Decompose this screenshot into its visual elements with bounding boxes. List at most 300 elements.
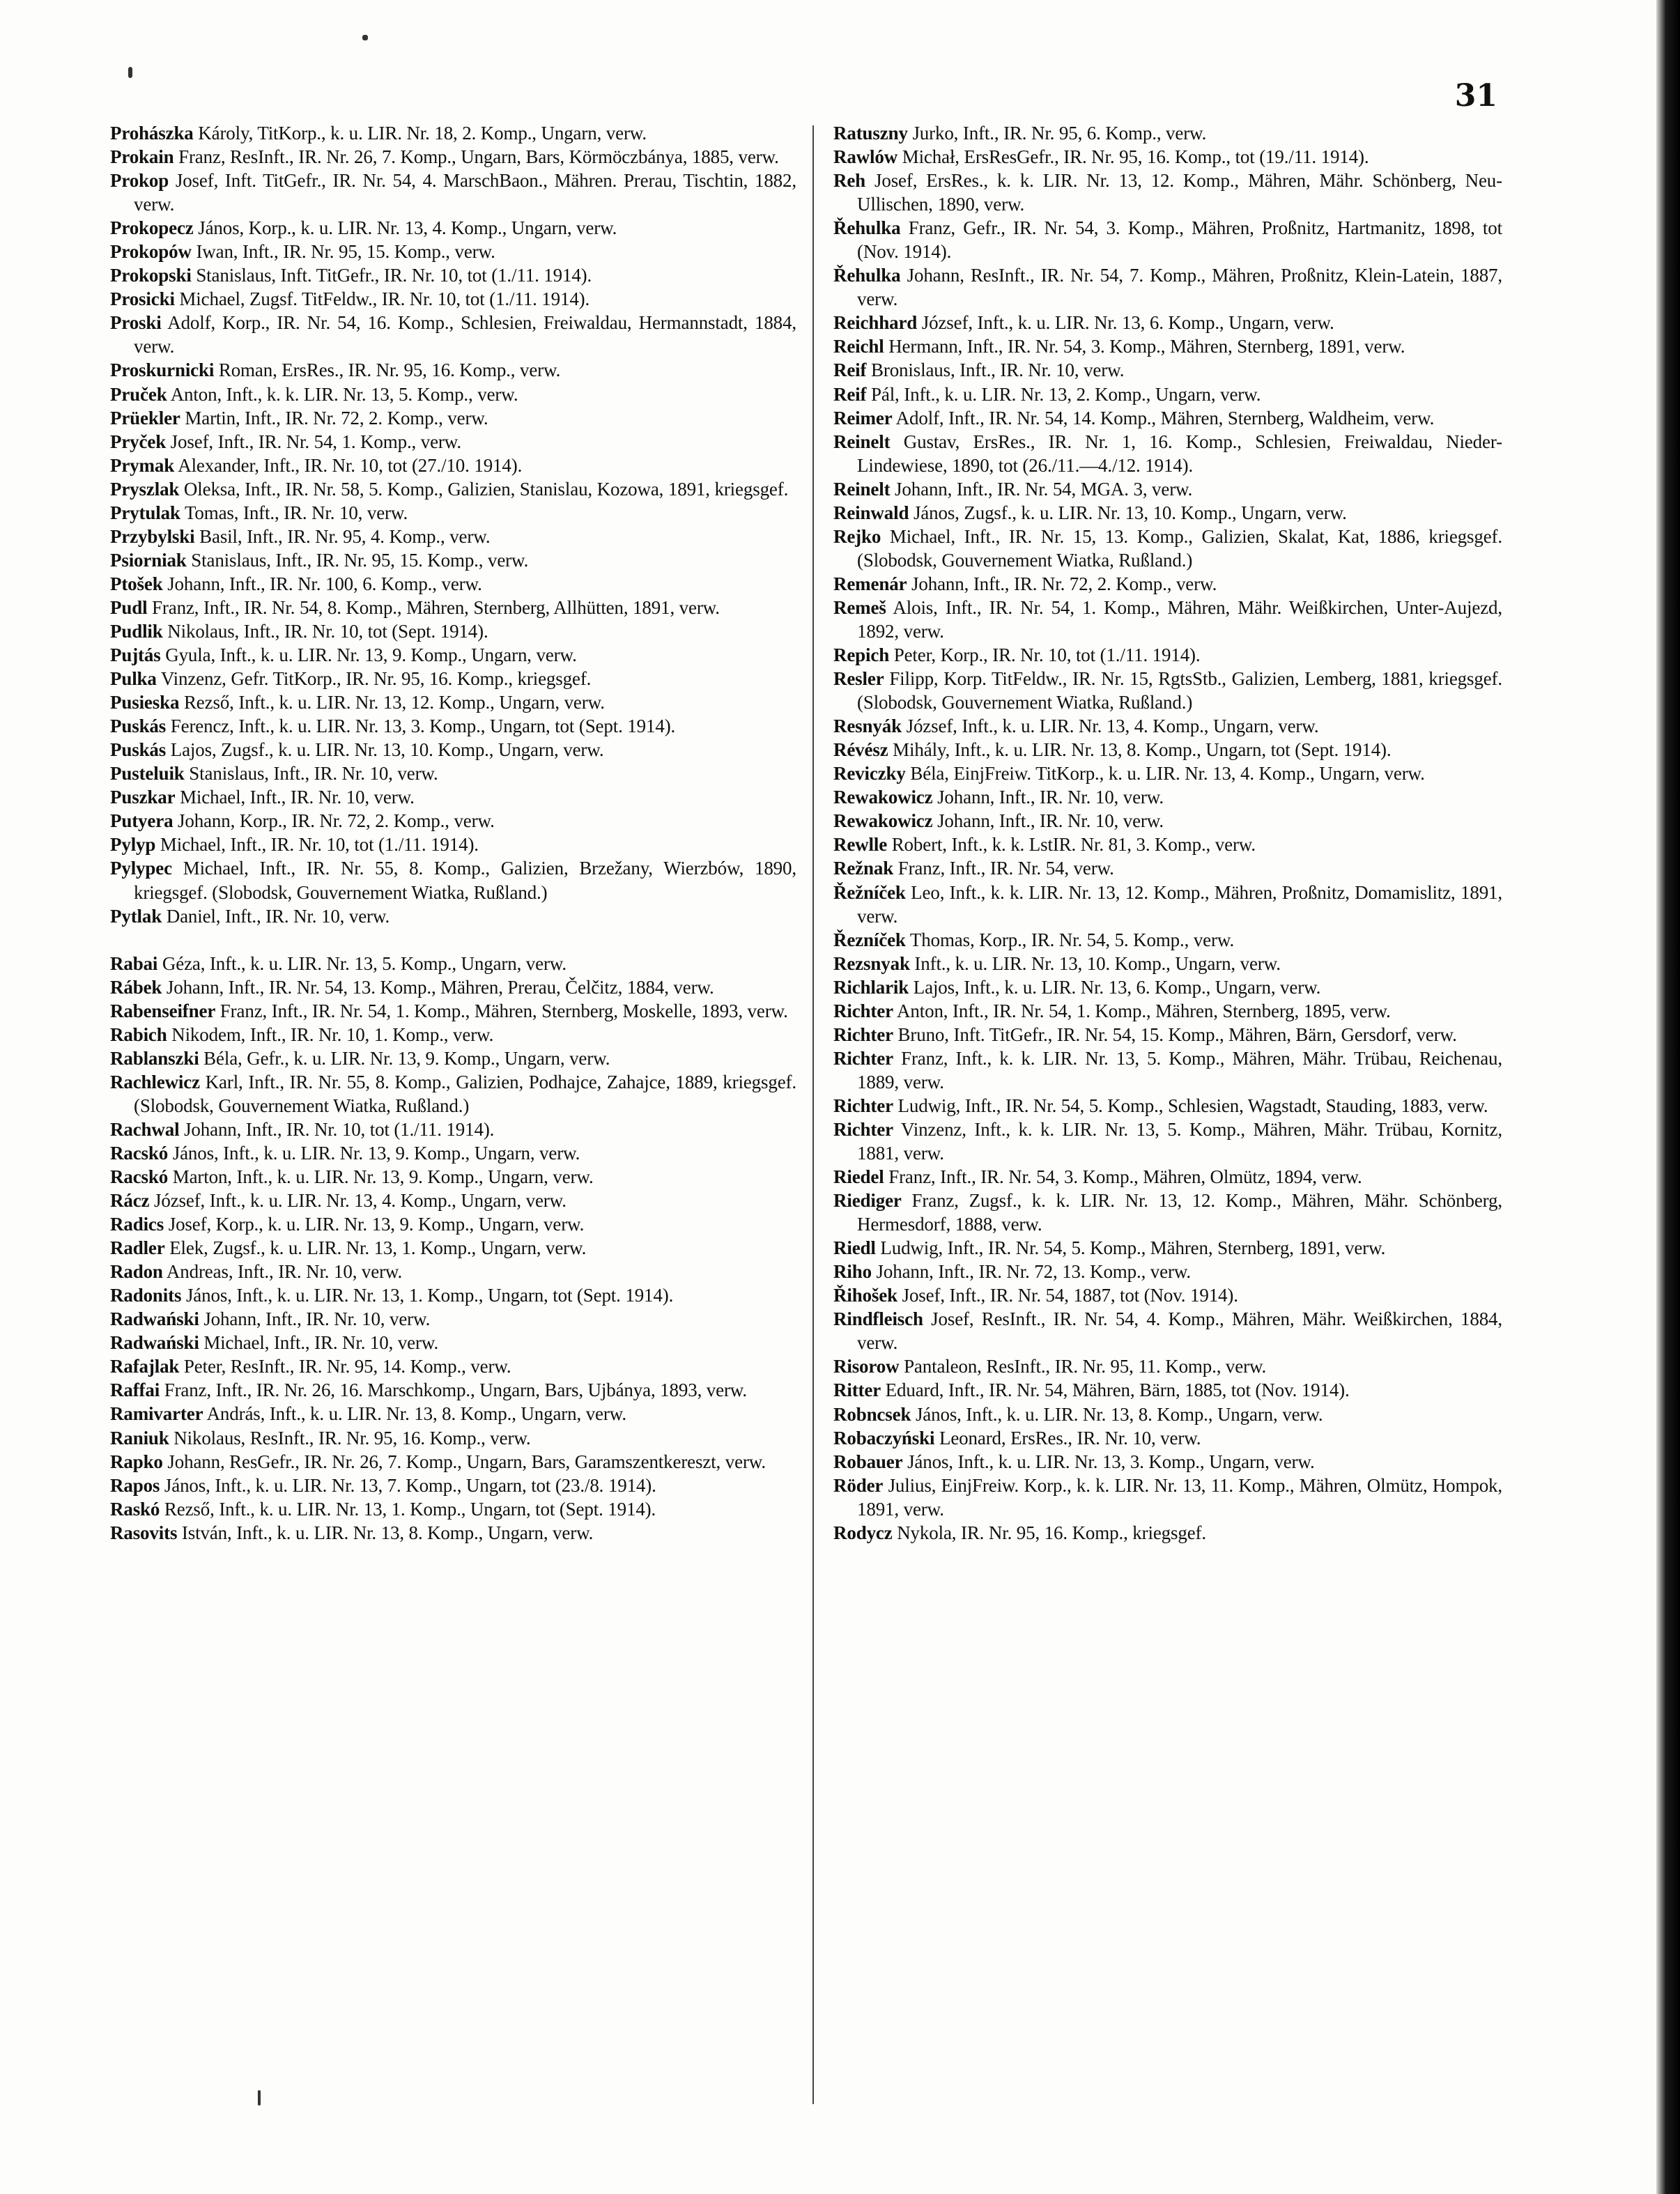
scan-speck: [362, 35, 368, 40]
casualty-entry: [110, 785, 796, 809]
entry-surname: Pylyp: [110, 834, 156, 856]
casualty-entry: [833, 1426, 1502, 1450]
entry-details: Johann, ResGefr., IR. Nr. 26, 7. Komp., Ungarn, Bars, Garamszentkereszt, verw.: [167, 1451, 766, 1472]
entry-surname: Remenár: [833, 573, 907, 594]
entry-details: Johann, Inft., IR. Nr. 54, 13. Komp., Mähren, Prerau, Čelčitz, 1884, verw.: [166, 976, 714, 998]
entry-surname: Reif: [833, 360, 867, 381]
scan-speck: [258, 2090, 261, 2106]
entry-details: József, Inft., k. u. LIR. Nr. 13, 6. Komp., Ungarn, verw.: [921, 312, 1334, 334]
entry-details: Géza, Inft., k. u. LIR. Nr. 13, 5. Komp., Ungarn, verw.: [162, 952, 567, 974]
casualty-entry: [110, 1236, 796, 1260]
entry-surname: Riho: [833, 1261, 872, 1283]
entry-details: Pantaleon, ResInft., IR. Nr. 95, 11. Komp., verw.: [904, 1356, 1267, 1377]
entry-surname: Radonits: [110, 1285, 182, 1306]
entry-surname: Röder: [833, 1474, 884, 1496]
entry-details: Ludwig, Inft., IR. Nr. 54, 5. Komp., Mähren, Sternberg, 1891, verw.: [880, 1237, 1386, 1259]
casualty-entry: [833, 1474, 1502, 1521]
entry-details: Johann, Inft., IR. Nr. 100, 6. Komp., verw.: [167, 573, 482, 594]
entry-surname: Puszkar: [110, 787, 176, 808]
casualty-entry: [110, 1141, 796, 1165]
entry-surname: Riedel: [833, 1166, 884, 1188]
casualty-entry: [110, 477, 796, 501]
entry-details: Franz, Inft., IR. Nr. 54, 3. Komp., Mähren, Olmütz, 1894, verw.: [888, 1166, 1362, 1188]
casualty-entry: [110, 454, 796, 477]
entry-surname: Prohászka: [110, 123, 194, 144]
casualty-entry: [110, 169, 796, 216]
entry-surname: Resnyák: [833, 716, 902, 737]
entry-details: Michael, Inft., IR. Nr. 10, verw.: [203, 1332, 439, 1354]
entry-details: Franz, Inft., IR. Nr. 26, 16. Marschkomp., Ungarn, Bars, Ujbánya, 1893, verw.: [164, 1380, 747, 1401]
entry-surname: Ritter: [833, 1380, 881, 1401]
entry-details: Johann, Inft., IR. Nr. 10, verw.: [937, 810, 1164, 832]
entry-surname: Pulka: [110, 668, 157, 690]
casualty-entry: [110, 690, 796, 714]
entry-surname: Prosicki: [110, 288, 175, 310]
entry-details: János, Inft., k. u. LIR. Nr. 13, 3. Komp., Ungarn, verw.: [907, 1451, 1315, 1472]
entry-details: Josef, Inft., IR. Nr. 54, 1. Komp., verw.: [170, 431, 461, 452]
casualty-entry: [110, 572, 796, 596]
entry-details: Robert, Inft., k. k. LstIR. Nr. 81, 3. Komp., verw.: [891, 834, 1256, 856]
casualty-entry: [110, 1426, 796, 1450]
entry-details: Michael, Zugsf. TitFeldw., IR. Nr. 10, tot (1./11. 1914).: [179, 288, 590, 310]
entry-details: Johann, Inft., IR. Nr. 72, 13. Komp., verw.: [876, 1261, 1192, 1283]
entry-details: Josef, Korp., k. u. LIR. Nr. 13, 9. Komp., Ungarn, verw.: [168, 1214, 585, 1235]
casualty-entry: [110, 383, 796, 406]
casualty-entry: [110, 856, 796, 904]
casualty-entry: [110, 714, 796, 738]
page-edge-shadow: [1656, 0, 1680, 2194]
entry-surname: Rábek: [110, 976, 162, 998]
entry-details: Anton, Inft., IR. Nr. 54, 1. Komp., Mähren, Sternberg, 1895, verw.: [897, 1000, 1391, 1021]
entry-details: András, Inft., k. u. LIR. Nr. 13, 8. Komp., Ungarn, verw.: [206, 1403, 626, 1425]
casualty-entry: [110, 1378, 796, 1402]
entry-details: Filipp, Korp. TitFeldw., IR. Nr. 15, RgtsStb., Galizien, Lemberg, 1881, kriegsgef. (Slobodsk, Gouvernement Wiatka, Rußland.): [857, 668, 1502, 713]
casualty-entry: [833, 1236, 1502, 1260]
entry-surname: Rachwal: [110, 1118, 180, 1140]
entry-details: Vinzenz, Gefr. TitKorp., IR. Nr. 95, 16. Komp., kriegsgef.: [160, 668, 592, 690]
entry-surname: Pryszlak: [110, 478, 180, 500]
entry-details: Johann, Inft., IR. Nr. 10, verw.: [937, 787, 1164, 808]
entry-details: Jurko, Inft., IR. Nr. 95, 6. Komp., verw.: [912, 123, 1207, 144]
entry-surname: Raffai: [110, 1380, 160, 1401]
casualty-entry: [110, 1260, 796, 1283]
entry-surname: Pudl: [110, 596, 148, 618]
entry-details: Iwan, Inft., IR. Nr. 95, 15. Komp., verw.: [196, 241, 495, 263]
entry-details: Alois, Inft., IR. Nr. 54, 1. Komp., Mähren, Mähr. Weißkirchen, Unter-Aujezd, 1892, verw.: [857, 596, 1502, 642]
casualty-entry: [833, 334, 1502, 358]
casualty-entry: [110, 1046, 796, 1070]
entry-details: Bronislaus, Inft., IR. Nr. 10, verw.: [871, 360, 1125, 381]
scan-speck: [128, 67, 132, 78]
entry-details: Béla, Gefr., k. u. LIR. Nr. 13, 9. Komp., Ungarn, verw.: [203, 1047, 610, 1069]
casualty-entry: [110, 904, 796, 928]
entry-surname: Radon: [110, 1261, 163, 1283]
entry-surname: Proskurnicki: [110, 360, 215, 381]
casualty-entry: [833, 785, 1502, 809]
entry-details: Martin, Inft., IR. Nr. 72, 2. Komp., verw.: [185, 407, 488, 428]
casualty-entry: [110, 667, 796, 690]
entry-surname: Rablanszki: [110, 1047, 199, 1069]
entry-surname: Řehulka: [833, 265, 901, 286]
entry-surname: Reichl: [833, 336, 884, 357]
entry-details: Lajos, Inft., k. u. LIR. Nr. 13, 6. Komp., Ungarn, verw.: [913, 976, 1321, 998]
entry-surname: Richter: [833, 1095, 893, 1116]
casualty-entry: [110, 501, 796, 525]
casualty-entry: [833, 1403, 1502, 1426]
left-column: [110, 121, 796, 1545]
entry-surname: Pusieska: [110, 692, 180, 713]
entry-surname: Rapos: [110, 1474, 160, 1496]
casualty-entry: [833, 572, 1502, 596]
casualty-entry: [110, 1354, 796, 1378]
entry-details: Josef, Inft. TitGefr., IR. Nr. 54, 4. MarschBaon., Mähren. Prerau, Tischtin, 1882, verw.: [134, 170, 796, 215]
casualty-entry: [110, 1497, 796, 1521]
entry-surname: Prokain: [110, 146, 174, 168]
casualty-entry: [833, 525, 1502, 572]
casualty-entry: [833, 1023, 1502, 1046]
casualty-entry: [110, 1474, 796, 1497]
casualty-entry: [833, 881, 1502, 928]
entry-surname: Racskó: [110, 1142, 169, 1164]
entry-surname: Rewakowicz: [833, 810, 933, 832]
entry-details: Ferencz, Inft., k. u. LIR. Nr. 13, 3. Komp., Ungarn, tot (Sept. 1914).: [170, 716, 676, 737]
casualty-entry: [110, 1307, 796, 1331]
casualty-entry: [110, 1023, 796, 1046]
casualty-entry: [110, 596, 796, 619]
casualty-entry: [110, 1331, 796, 1354]
entry-surname: Rapko: [110, 1451, 163, 1472]
casualty-entry: [833, 833, 1502, 856]
page-number: 31: [1454, 78, 1497, 114]
casualty-entry: [833, 263, 1502, 311]
entry-surname: Pusteluik: [110, 763, 185, 785]
entry-surname: Rawlów: [833, 146, 898, 168]
entry-surname: Racskó: [110, 1166, 169, 1188]
entry-surname: Ratuszny: [833, 123, 908, 144]
entry-surname: Reichhard: [833, 312, 918, 334]
entry-details: József, Inft., k. u. LIR. Nr. 13, 4. Komp., Ungarn, verw.: [153, 1190, 567, 1212]
casualty-entry: [833, 1189, 1502, 1236]
entry-surname: Risorow: [833, 1356, 900, 1377]
entry-details: Josef, ErsRes., k. k. LIR. Nr. 13, 12. Komp., Mähren, Mähr. Schönberg, Neu-Ullischen, 1890, verw.: [857, 170, 1502, 215]
entry-surname: Reviczky: [833, 763, 906, 785]
casualty-entry: [110, 525, 796, 548]
casualty-entry: [110, 762, 796, 785]
entry-surname: Rachlewicz: [110, 1071, 200, 1092]
casualty-entry: [110, 952, 796, 975]
casualty-entry: [833, 1046, 1502, 1094]
casualty-entry: [110, 975, 796, 999]
entry-details: János, Inft., k. u. LIR. Nr. 13, 9. Komp., Ungarn, verw.: [172, 1142, 580, 1164]
entry-surname: Prokopski: [110, 265, 192, 286]
entry-surname: Riediger: [833, 1190, 902, 1212]
entry-details: Ludwig, Inft., IR. Nr. 54, 5. Komp., Schlesien, Wagstadt, Stauding, 1883, verw.: [897, 1095, 1488, 1116]
entry-surname: Pytlak: [110, 905, 162, 927]
entry-details: Stanislaus, Inft., IR. Nr. 95, 15. Komp., verw.: [191, 549, 529, 571]
casualty-entry: [110, 1118, 796, 1141]
entry-details: Franz, Zugsf., k. k. LIR. Nr. 13, 12. Komp., Mähren, Mähr. Schönberg, Hermesdorf, 1888, verw.: [857, 1190, 1502, 1235]
entry-details: Karl, Inft., IR. Nr. 55, 8. Komp., Galizien, Podhajce, Zahajce, 1889, kriegsgef. (Slobodsk, Gouvernement Wiatka, Rußland.): [134, 1071, 796, 1116]
entry-surname: Reif: [833, 383, 867, 405]
entry-surname: Rindfleisch: [833, 1308, 923, 1330]
entry-surname: Radics: [110, 1214, 164, 1235]
entry-details: Michael, Inft., IR. Nr. 15, 13. Komp., Galizien, Skalat, Kat, 1886, kriegsgef. (Slobodsk, Gouvernement Wiatka, Rußland.): [857, 525, 1502, 571]
casualty-entry: [110, 121, 796, 145]
casualty-entry: [110, 1450, 796, 1474]
entry-details: Hermann, Inft., IR. Nr. 54, 3. Komp., Mähren, Sternberg, 1891, verw.: [888, 336, 1405, 357]
entry-surname: Puskás: [110, 716, 167, 737]
entry-surname: Rasovits: [110, 1522, 178, 1543]
entry-details: Johann, Inft., IR. Nr. 72, 2. Komp., verw.: [911, 573, 1217, 594]
entry-surname: Repich: [833, 644, 890, 666]
casualty-entry: [833, 1165, 1502, 1189]
entry-surname: Robauer: [833, 1451, 903, 1472]
entry-surname: Putyera: [110, 810, 174, 832]
entry-details: Oleksa, Inft., IR. Nr. 58, 5. Komp., Galizien, Stanislau, Kozowa, 1891, kriegsgef.: [183, 478, 789, 500]
casualty-entry: [833, 1283, 1502, 1307]
entry-details: Franz, Inft., IR. Nr. 54, verw.: [897, 858, 1114, 879]
entry-details: János, Korp., k. u. LIR. Nr. 13, 4. Komp., Ungarn, verw.: [198, 217, 617, 239]
entry-details: Eduard, Inft., IR. Nr. 54, Mähren, Bärn, 1885, tot (Nov. 1914).: [885, 1380, 1350, 1401]
entry-details: Franz, Inft., IR. Nr. 54, 8. Komp., Mähren, Sternberg, Allhütten, 1891, verw.: [152, 596, 720, 618]
casualty-entry: [110, 287, 796, 311]
casualty-entry: [110, 738, 796, 762]
casualty-entry: [833, 383, 1502, 406]
casualty-entry: [833, 169, 1502, 216]
entry-details: Johann, Inft., IR. Nr. 10, tot (1./11. 1914).: [184, 1118, 495, 1140]
column-divider: [812, 125, 814, 2104]
entry-details: János, Zugsf., k. u. LIR. Nr. 13, 10. Komp., Ungarn, verw.: [913, 502, 1347, 523]
entry-surname: Radwański: [110, 1332, 199, 1354]
entry-details: Tomas, Inft., IR. Nr. 10, verw.: [184, 502, 408, 523]
entry-details: Franz, ResInft., IR. Nr. 26, 7. Komp., Ungarn, Bars, Körmöczbánya, 1885, verw.: [178, 146, 779, 168]
casualty-entry: [833, 762, 1502, 785]
casualty-entry: [110, 809, 796, 833]
casualty-entry: [110, 240, 796, 263]
entry-details: Nikolaus, Inft., IR. Nr. 10, tot (Sept. 1914).: [167, 620, 488, 642]
entry-surname: Rewlle: [833, 834, 888, 856]
entry-surname: Reh: [833, 170, 866, 192]
casualty-entry: [833, 738, 1502, 762]
entry-surname: Richlarik: [833, 976, 909, 998]
entry-surname: Rabai: [110, 952, 158, 974]
entry-details: Bruno, Inft. TitGefr., IR. Nr. 54, 15. Komp., Mähren, Bärn, Gersdorf, verw.: [897, 1023, 1457, 1045]
casualty-entry: [833, 809, 1502, 833]
entry-surname: Reimer: [833, 407, 893, 428]
entry-details: Rezső, Inft., k. u. LIR. Nr. 13, 12. Komp., Ungarn, verw.: [183, 692, 605, 713]
casualty-entry: [833, 975, 1502, 999]
entry-details: Stanislaus, Inft., IR. Nr. 10, verw.: [189, 763, 438, 785]
entry-surname: Reinelt: [833, 431, 891, 452]
entry-details: János, Inft., k. u. LIR. Nr. 13, 1. Komp., Ungarn, tot (Sept. 1914).: [185, 1285, 674, 1306]
entry-details: Nykola, IR. Nr. 95, 16. Komp., kriegsgef.: [897, 1522, 1206, 1543]
entry-details: Peter, Korp., IR. Nr. 10, tot (1./11. 1914).: [893, 644, 1201, 666]
entry-details: Marton, Inft., k. u. LIR. Nr. 13, 9. Komp., Ungarn, verw.: [172, 1166, 594, 1188]
entry-surname: Pujtás: [110, 644, 161, 666]
entry-details: Gyula, Inft., k. u. LIR. Nr. 13, 9. Komp., Ungarn, verw.: [165, 644, 577, 666]
entry-surname: Révész: [833, 739, 888, 761]
entry-surname: Řihošek: [833, 1285, 897, 1306]
casualty-entry: [833, 311, 1502, 334]
casualty-entry: [110, 406, 796, 430]
entry-details: Pál, Inft., k. u. LIR. Nr. 13, 2. Komp., Ungarn, verw.: [871, 383, 1261, 405]
entry-surname: Prymak: [110, 454, 175, 476]
casualty-entry: [110, 833, 796, 856]
entry-surname: Richter: [833, 1023, 893, 1045]
entry-details: Franz, Gefr., IR. Nr. 54, 3. Komp., Mähren, Proßnitz, Hartmanitz, 1898, tot (Nov. 1914).: [857, 217, 1502, 263]
entry-details: Josef, Inft., IR. Nr. 54, 1887, tot (Nov. 1914).: [902, 1285, 1238, 1306]
casualty-entry: [833, 952, 1502, 975]
entry-surname: Prüekler: [110, 407, 180, 428]
casualty-entry: [833, 216, 1502, 263]
entry-surname: Robncsek: [833, 1403, 911, 1425]
entry-details: Lajos, Zugsf., k. u. LIR. Nr. 13, 10. Komp., Ungarn, verw.: [170, 739, 604, 761]
entry-details: Johann, Inft., IR. Nr. 10, verw.: [203, 1308, 431, 1330]
entry-details: Nikodem, Inft., IR. Nr. 10, 1. Komp., verw.: [171, 1023, 494, 1045]
entry-details: József, Inft., k. u. LIR. Nr. 13, 4. Komp., Ungarn, verw.: [906, 716, 1319, 737]
entry-surname: Puskás: [110, 739, 167, 761]
casualty-entry: [110, 216, 796, 240]
entry-details: Johann, ResInft., IR. Nr. 54, 7. Komp., Mähren, Proßnitz, Klein-Latein, 1887, verw.: [857, 265, 1502, 310]
entry-surname: Rabenseifner: [110, 1000, 216, 1021]
casualty-entry: [110, 643, 796, 667]
entry-details: Basil, Inft., IR. Nr. 95, 4. Komp., verw.: [199, 525, 491, 547]
entry-details: Peter, ResInft., IR. Nr. 95, 14. Komp., verw.: [183, 1356, 511, 1377]
entry-details: Leo, Inft., k. k. LIR. Nr. 13, 12. Komp., Mähren, Proßnitz, Domamislitz, 1891, verw.: [857, 881, 1502, 927]
entry-surname: Rezsnyak: [833, 952, 910, 974]
casualty-entry: [110, 619, 796, 643]
entry-surname: Reinelt: [833, 478, 891, 500]
casualty-entry: [833, 596, 1502, 643]
entry-details: Michael, Inft., IR. Nr. 10, verw.: [180, 787, 415, 808]
entry-surname: Prytulak: [110, 502, 180, 523]
right-column: [833, 121, 1502, 1545]
entry-details: Julius, EinjFreiw. Korp., k. k. LIR. Nr. 13, 11. Komp., Mähren, Olmütz, Hompok, 1891, verw.: [857, 1474, 1502, 1520]
entry-surname: Rodycz: [833, 1522, 893, 1543]
entry-details: Gustav, ErsRes., IR. Nr. 1, 16. Komp., Schlesien, Freiwaldau, Nieder-Lindewiese, 1890, tot (26./11.—4./12. 1914).: [857, 431, 1502, 476]
entry-surname: Rabich: [110, 1023, 167, 1045]
entry-surname: Przybylski: [110, 525, 195, 547]
entry-details: Anton, Inft., k. k. LIR. Nr. 13, 5. Komp., verw.: [170, 383, 518, 405]
entry-details: Roman, ErsRes., IR. Nr. 95, 16. Komp., verw.: [218, 360, 561, 381]
entry-surname: Řezníček: [833, 929, 906, 950]
entry-details: Stanislaus, Inft. TitGefr., IR. Nr. 10, tot (1./11. 1914).: [196, 265, 592, 286]
entry-details: Franz, Inft., IR. Nr. 54, 1. Komp., Mähren, Sternberg, Moskelle, 1893, verw.: [219, 1000, 788, 1021]
entry-details: Adolf, Korp., IR. Nr. 54, 16. Komp., Schlesien, Freiwaldau, Hermannstadt, 1884, verw.: [134, 312, 796, 357]
entry-surname: Ramivarter: [110, 1403, 203, 1425]
entry-surname: Reinwald: [833, 502, 909, 523]
casualty-entry: [833, 999, 1502, 1023]
entry-details: Adolf, Inft., IR. Nr. 54, 14. Komp., Mähren, Sternberg, Waldheim, verw.: [895, 407, 1435, 428]
entry-surname: Riedl: [833, 1237, 876, 1259]
entry-surname: Radler: [110, 1237, 165, 1259]
entry-details: Johann, Korp., IR. Nr. 72, 2. Komp., verw.: [178, 810, 495, 832]
entry-surname: Psiorniak: [110, 549, 187, 571]
casualty-entry: [833, 1260, 1502, 1283]
casualty-entry: [833, 928, 1502, 952]
entry-surname: Robaczyński: [833, 1427, 935, 1448]
entry-surname: Pruček: [110, 383, 167, 405]
entry-surname: Richter: [833, 1000, 893, 1021]
entry-details: Mihály, Inft., k. u. LIR. Nr. 13, 8. Komp., Ungarn, tot (Sept. 1914).: [893, 739, 1392, 761]
casualty-entry: [110, 1070, 796, 1118]
entry-details: Johann, Inft., IR. Nr. 54, MGA. 3, verw.: [895, 478, 1193, 500]
casualty-entry: [833, 121, 1502, 145]
casualty-entry: [833, 430, 1502, 477]
entry-details: Franz, Inft., k. k. LIR. Nr. 13, 5. Komp., Mähren, Mähr. Trübau, Reichenau, 1889, verw.: [857, 1047, 1502, 1092]
entry-surname: Rácz: [110, 1190, 150, 1212]
entry-details: János, Inft., k. u. LIR. Nr. 13, 8. Komp., Ungarn, verw.: [915, 1403, 1323, 1425]
entry-details: Andreas, Inft., IR. Nr. 10, verw.: [166, 1261, 403, 1283]
casualty-entry: [833, 1118, 1502, 1165]
casualty-entry: [833, 1378, 1502, 1402]
casualty-entry: [833, 406, 1502, 430]
entry-surname: Pryček: [110, 431, 167, 452]
entry-surname: Režnak: [833, 858, 894, 879]
entry-surname: Řežníček: [833, 881, 906, 903]
casualty-entry: [833, 643, 1502, 667]
casualty-entry: [110, 1189, 796, 1212]
entry-details: Daniel, Inft., IR. Nr. 10, verw.: [166, 905, 390, 927]
entry-surname: Rejko: [833, 525, 881, 547]
entry-details: Vinzenz, Inft., k. k. LIR. Nr. 13, 5. Komp., Mähren, Mähr. Trübau, Kornitz, 1881, verw.: [857, 1118, 1502, 1164]
casualty-entry: [833, 1450, 1502, 1474]
entry-details: Michał, ErsResGefr., IR. Nr. 95, 16. Komp., tot (19./11. 1914).: [902, 146, 1369, 168]
casualty-entry: [110, 358, 796, 382]
section-gap: [110, 928, 796, 952]
entry-surname: Resler: [833, 668, 884, 690]
entry-surname: Prokopów: [110, 241, 192, 263]
entry-details: Michael, Inft., IR. Nr. 10, tot (1./11. 1914).: [160, 834, 479, 856]
entry-details: Alexander, Inft., IR. Nr. 10, tot (27./10. 1914).: [178, 454, 523, 476]
casualty-entry: [833, 1521, 1502, 1545]
casualty-entry: [110, 263, 796, 287]
entry-surname: Raskó: [110, 1498, 160, 1520]
entry-surname: Raniuk: [110, 1427, 169, 1448]
casualty-entry: [833, 1094, 1502, 1118]
entry-details: Elek, Zugsf., k. u. LIR. Nr. 13, 1. Komp., Ungarn, verw.: [169, 1237, 587, 1259]
entry-surname: Richter: [833, 1118, 893, 1140]
casualty-entry: [110, 1283, 796, 1307]
casualty-entry: [833, 501, 1502, 525]
casualty-entry: [110, 999, 796, 1023]
entry-surname: Rewakowicz: [833, 787, 933, 808]
casualty-entry: [110, 145, 796, 169]
casualty-entry: [110, 1521, 796, 1545]
entry-details: Inft., k. u. LIR. Nr. 13, 10. Komp., Ungarn, verw.: [914, 952, 1281, 974]
entry-surname: Prokopecz: [110, 217, 194, 239]
entry-details: Nikolaus, ResInft., IR. Nr. 95, 16. Komp., verw.: [174, 1427, 531, 1448]
entry-details: Michael, Inft., IR. Nr. 55, 8. Komp., Galizien, Brzežany, Wierzbów, 1890, kriegsgef. (Slobodsk, Gouvernement Wiatka, Rußland.): [134, 858, 796, 903]
entry-surname: Remeš: [833, 596, 886, 618]
casualty-entry: [110, 1212, 796, 1236]
casualty-entry: [833, 145, 1502, 169]
entry-surname: Radwański: [110, 1308, 199, 1330]
casualty-entry: [110, 548, 796, 572]
casualty-entry: [833, 1354, 1502, 1378]
casualty-entry: [833, 714, 1502, 738]
entry-surname: Richter: [833, 1047, 893, 1069]
casualty-entry: [110, 1402, 796, 1426]
entry-details: Károly, TitKorp., k. u. LIR. Nr. 18, 2. Komp., Ungarn, verw.: [198, 123, 647, 144]
entry-details: István, Inft., k. u. LIR. Nr. 13, 8. Komp., Ungarn, verw.: [181, 1522, 594, 1543]
entry-details: Béla, EinjFreiw. TitKorp., k. u. LIR. Nr. 13, 4. Komp., Ungarn, verw.: [910, 763, 1425, 785]
entry-surname: Rafajlak: [110, 1356, 180, 1377]
entry-surname: Řehulka: [833, 217, 901, 239]
casualty-entry: [833, 1307, 1502, 1354]
entry-details: Thomas, Korp., IR. Nr. 54, 5. Komp., verw.: [909, 929, 1235, 950]
entry-details: Leonard, ErsRes., IR. Nr. 10, verw.: [939, 1427, 1201, 1448]
